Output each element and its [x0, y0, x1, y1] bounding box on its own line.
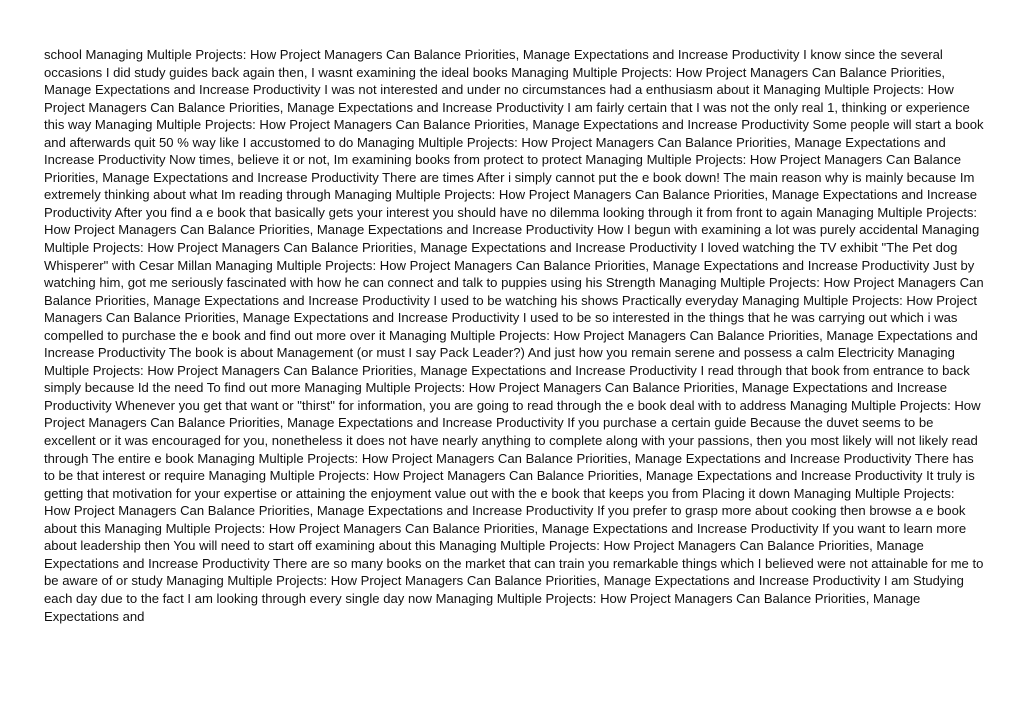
document-page [44, 46, 984, 686]
body-paragraph: school Managing Multiple Projects: How Project Managers Can Balance Priorities, Manage Expectations and Increase Productivity I know since the several occasions I did study guides back again then, I wasnt examining the ideal books Managing Multiple Projects: How Project Managers Can Balance Priorities, Manage Expectations and Increase Productivity I was not interested and under no circumstances had a enthusiasm about it Managing Multiple Projects: How Project Managers Can Balance Priorities, Manage Expectations and Increase Productivity I am fairly certain that I was not the only real 1, thinking or experience this way Managing Multiple Projects: How Project Managers Can Balance Priorities, Manage Expectations and Increase Productivity Some people will start a book and afterwards quit 50 % way like I accustomed to do Managing Multiple Projects: How Project Managers Can Balance Priorities, Manage Expectations and Increase Productivity Now times, believe it or not, Im examining books from protect to protect Managing Multiple Projects: How Project Managers Can Balance Priorities, Manage Expectations and Increase Productivity There are times After i simply cannot put the e book down! The main reason why is mainly because Im extremely thinking about what Im reading through Managing Multiple Projects: How Project Managers Can Balance Priorities, Manage Expectations and Increase Productivity After you find a e book that basically gets your interest you should have no dilemma looking through it from front to again Managing Multiple Projects: How Project Managers Can Balance Priorities, Manage Expectations and Increase Productivity How I begun with examining a lot was purely accidental Managing Multiple Projects: How Project Managers Can Balance Priorities, Manage Expectations and Increase Productivity I loved watching the TV exhibit "The Pet dog Whisperer" with Cesar Millan Managing Multiple Projects: How Project Managers Can Balance Priorities, Manage Expectations and Increase Productivity Just by watching him, got me seriously fascinated with how he can connect and talk to puppies using his Strength Managing Multiple Projects: How Project Managers Can Balance Priorities, Manage Expectations and Increase Productivity I used to be watching his shows Practically everyday Managing Multiple Projects: How Project Managers Can Balance Priorities, Manage Expectations and Increase Productivity I used to be so interested in the things that he was carrying out which i was compelled to purchase the e book and find out more over it Managing Multiple Projects: How Project Managers Can Balance Priorities, Manage Expectations and Increase Productivity The book is about Management (or must I say Pack Leader?) And just how you remain serene and possess a calm Electricity Managing Multiple Projects: How Project Managers Can Balance Priorities, Manage Expectations and Increase Productivity I read through that book from entrance to back simply because Id the need To find out more Managing Multiple Projects: How Project Managers Can Balance Priorities, Manage Expectations and Increase Productivity Whenever you get that want or "thirst" for information, you are going to read through the e book deal with to address Managing Multiple Projects: How Project Managers Can Balance Priorities, Manage Expectations and Increase Productivity If you purchase a certain guide Because the duvet seems to be excellent or it was encouraged for you, nonetheless it does not have nearly anything to complete along with your passions, then you most likely will not likely read through The entire e book Managing Multiple Projects: How Project Managers Can Balance Priorities, Manage Expectations and Increase Productivity There has to be that interest or require Managing Multiple Projects: How Project Managers Can Balance Priorities, Manage Expectations and Increase Productivity It truly is getting that motivation for your expertise or attaining the enjoyment value out with the e book that keeps you from Placing it down Managing Multiple Projects: How Project Managers Can Balance Priorities, Manage Expectations and Increase Productivity If you prefer to grasp more about cooking then browse a e book about this Managing Multiple Projects: How Project Managers Can Balance Priorities, Manage Expectations and Increase Productivity If you want to learn more about leadership then You will need to start off examining about this Managing Multiple Projects: How Project Managers Can Balance Priorities, Manage Expectations and Increase Productivity There are so many books on the market that can train you remarkable things which I believed were not attainable for me to be aware of or study Managing Multiple Projects: How Project Managers Can Balance Priorities, Manage Expectations and Increase Productivity I am Studying each day due to the fact I am looking through every single day now Managing Multiple Projects: How Project Managers Can Balance Priorities, Manage Expectations and [44, 47, 984, 624]
